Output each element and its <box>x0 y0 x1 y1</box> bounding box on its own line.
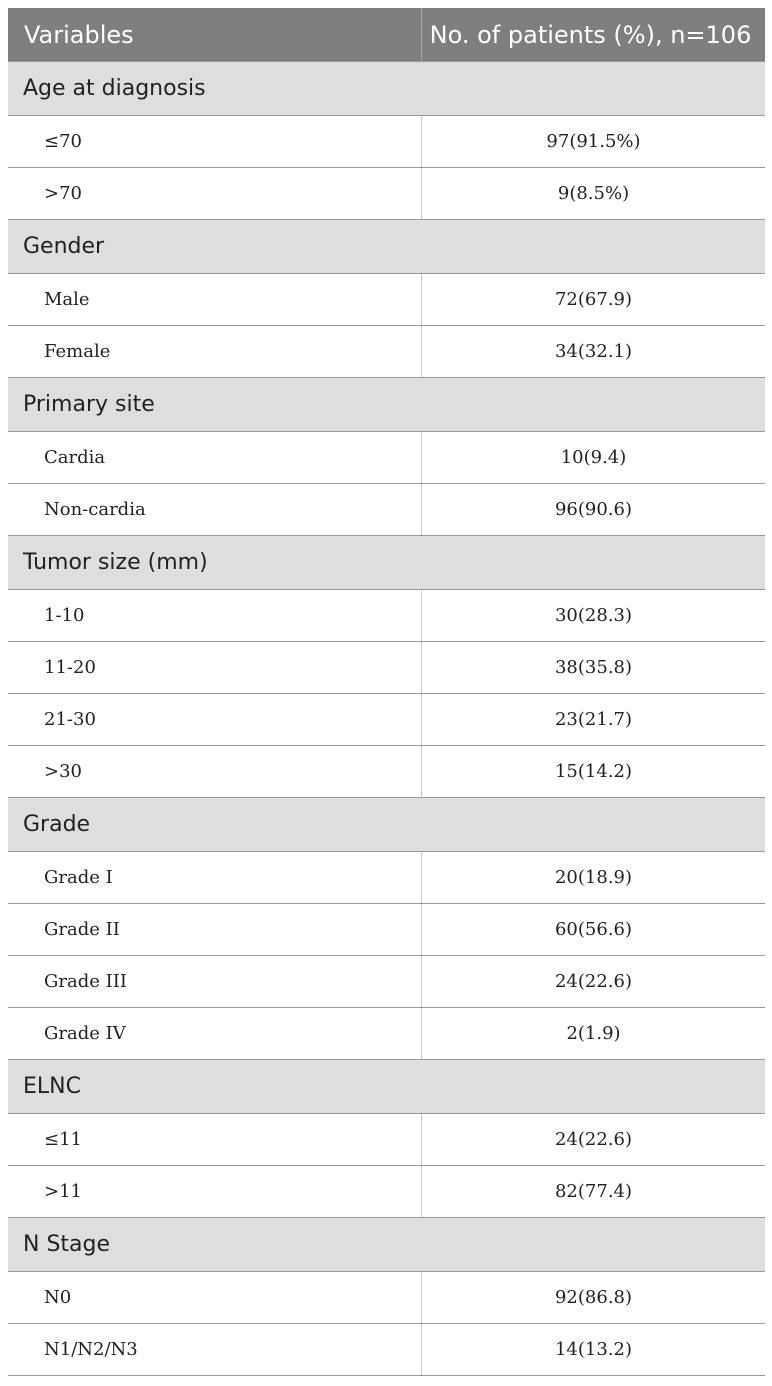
row-label: N1/N2/N3 <box>8 1324 422 1375</box>
row-value: 24(22.6) <box>554 971 633 992</box>
row-value: 30(28.3) <box>554 605 633 626</box>
group-row-primary-site: Primary site <box>8 378 765 432</box>
row-label: ≤11 <box>8 1114 422 1165</box>
header-patients: No. of patients (%), n=106 <box>429 20 752 49</box>
group-row-tumor-size: Tumor size (mm) <box>8 536 765 590</box>
table-row <box>8 746 765 798</box>
row-label: >70 <box>8 168 422 219</box>
group-row-age: Age at diagnosis <box>8 62 765 116</box>
table-row <box>8 484 765 536</box>
row-value: 82(77.4) <box>554 1181 633 1202</box>
table-header-row <box>8 8 765 62</box>
table-row <box>8 1166 765 1218</box>
table-row <box>8 274 765 326</box>
row-label: Male <box>8 274 422 325</box>
row-label: Grade IV <box>8 1008 422 1059</box>
table-row <box>8 168 765 220</box>
group-row-elnc: ELNC <box>8 1060 765 1114</box>
row-value: 60(56.6) <box>554 919 633 940</box>
row-value: 34(32.1) <box>554 341 633 362</box>
row-value: 38(35.8) <box>554 657 633 678</box>
table-row <box>8 852 765 904</box>
row-value: 9(8.5%) <box>557 183 630 204</box>
header-variables: Variables <box>8 8 422 61</box>
row-value: 96(90.6) <box>554 499 633 520</box>
row-label: Grade II <box>8 904 422 955</box>
table-row <box>8 432 765 484</box>
row-label: 21-30 <box>8 694 422 745</box>
table-row <box>8 1008 765 1060</box>
table-row <box>8 1272 765 1324</box>
row-value: 23(21.7) <box>554 709 633 730</box>
row-value: 97(91.5%) <box>546 131 641 152</box>
row-value: 15(14.2) <box>554 761 633 782</box>
row-value: 2(1.9) <box>566 1023 621 1044</box>
group-row-gender: Gender <box>8 220 765 274</box>
row-label: >30 <box>8 746 422 797</box>
row-label: N0 <box>8 1272 422 1323</box>
table-row <box>8 904 765 956</box>
row-value: 72(67.9) <box>554 289 633 310</box>
patient-characteristics-table <box>8 8 765 1376</box>
group-row-n-stage: N Stage <box>8 1218 765 1272</box>
group-row-grade: Grade <box>8 798 765 852</box>
row-label: Cardia <box>8 432 422 483</box>
row-label: 11-20 <box>8 642 422 693</box>
table-row <box>8 642 765 694</box>
row-label: >11 <box>8 1166 422 1217</box>
row-label: 1-10 <box>8 590 422 641</box>
row-value: 20(18.9) <box>554 867 633 888</box>
row-value: 24(22.6) <box>554 1129 633 1150</box>
row-label: Grade III <box>8 956 422 1007</box>
row-label: ≤70 <box>8 116 422 167</box>
row-label: Female <box>8 326 422 377</box>
row-label: Grade I <box>8 852 422 903</box>
table-row <box>8 956 765 1008</box>
table-row <box>8 694 765 746</box>
row-value: 14(13.2) <box>554 1339 633 1360</box>
table-row <box>8 590 765 642</box>
table-row <box>8 326 765 378</box>
table-row <box>8 116 765 168</box>
row-value: 10(9.4) <box>560 447 627 468</box>
row-value: 92(86.8) <box>554 1287 633 1308</box>
row-label: Non-cardia <box>8 484 422 535</box>
table-row <box>8 1114 765 1166</box>
table-row <box>8 1324 765 1376</box>
